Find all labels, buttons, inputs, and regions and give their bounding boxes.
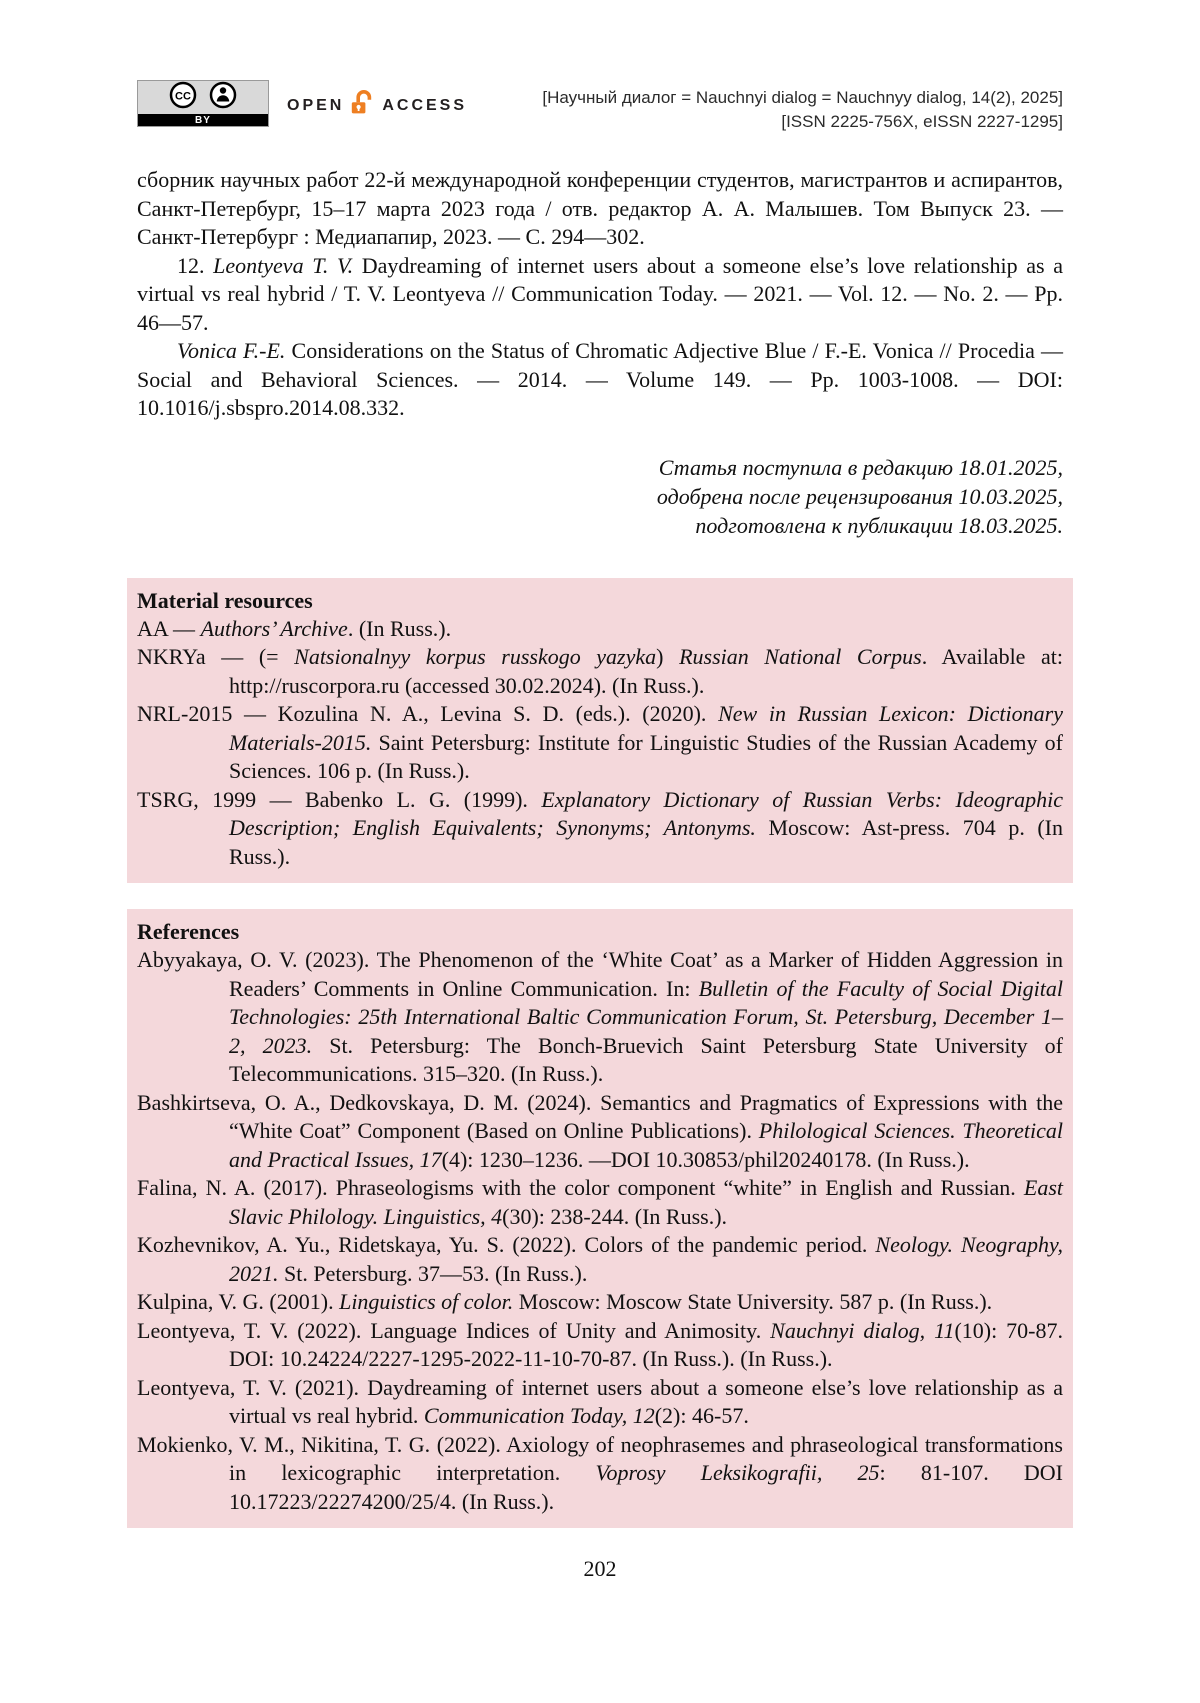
cc-by-label: BY	[138, 114, 268, 126]
material-entry: NKRYa — (= Natsionalnyy korpus russkogo yazyka) Russian National Corpus. Available at: http://ruscorpora.ru (accessed 30.02.2024). (In Russ.).	[137, 644, 1064, 698]
material-resources-section	[127, 578, 1073, 884]
reference-entry: Leontyeva, T. V. (2021). Daydreaming of internet users about a someone else’s love relationship as a virtual vs real hybrid. Communication Today, 12(2): 46-57.	[137, 1374, 1063, 1428]
open-access-text-open: OPEN	[287, 96, 345, 114]
reference-entry: Leontyeva, T. V. (2022). Language Indices of Unity and Animosity. Nauchnyi dialog, 11(10): 70-87. DOI: 10.24224/2227-1295-2022-11-10-70-87. (In Russ.). (In Russ.).	[137, 1317, 1063, 1371]
cc-badge-icons	[138, 81, 268, 114]
material-resources-heading: Material resources	[137, 587, 313, 613]
bibliography-paragraph: сборник научных работ 22-й международной конференции студентов, магистрантов и аспирантов, Санкт-Петербург, 15–17 марта 2023 года / отв. редактор А. А. Малышев. Том Выпуск 23. — Санкт-Петербург : Медиапапир, 2023. — С. 294—302.	[137, 167, 1063, 249]
journal-header-line: [Научный диалог = Nauchnyi dialog = Nauchnyy dialog, 14(2), 2025]	[542, 88, 1063, 107]
material-entry: TSRG, 1999 — Babenko L. G. (1999). Explanatory Dictionary of Russian Verbs: Ideographic Description; English Equivalents; Synonyms; Antonyms. Moscow: Ast-press. 704 p. (In Russ.).	[137, 786, 1063, 869]
date-prepared-line: подготовлена к публикации 18.03.2025.	[695, 512, 1063, 538]
journal-masthead	[542, 80, 1063, 134]
open-lock-icon	[351, 88, 375, 123]
references-section	[127, 909, 1073, 1528]
bibliography-paragraph: 12. Leontyeva T. V. Daydreaming of internet users about a someone else’s love relationship as a virtual vs real hybrid / T. V. Leontyeva // Communication Today. — 2021. — Vol. 12. — No. 2. — Pp. 46—57.	[137, 252, 1063, 335]
date-received-line: Статья поступила в редакцию 18.01.2025,	[658, 454, 1063, 480]
article-dates-block	[137, 453, 1063, 540]
reference-entry: Falina, N. A. (2017). Phraseologisms with the color component “white” in English and Russian. East Slavic Philology. Linguistics, 4(30): 238-244. (In Russ.).	[137, 1175, 1063, 1229]
date-approved-line: одобрена после рецензирования 10.03.2025,	[656, 483, 1063, 509]
references-heading: References	[137, 919, 240, 944]
by-person-icon	[209, 81, 237, 114]
page-body	[137, 166, 1063, 1582]
reference-entry: Bashkirtseva, O. A., Dedkovskaya, D. M. (2024). Semantics and Pragmatics of Expressions with the “White Coat” Component (Based on Online Publications). Philological Sciences. Theoretical and Practical Issues, 17(4): 1230–1236. —DOI 10.30853/phil20240178. (In Russ.).	[137, 1089, 1063, 1172]
svg-text:CC: CC	[175, 90, 191, 103]
cc-license-badge	[137, 80, 269, 127]
bibliography-paragraph: Vonica F.-E. Considerations on the Status of Chromatic Adjective Blue / F.-E. Vonica // Procedia — Social and Behavioral Sciences. — 2014. — Volume 149. — Pp. 1003-1008. — DOI: 10.1016/j.sbspro.2014.08.332.	[137, 338, 1064, 420]
cc-icon	[169, 81, 197, 114]
page-header	[137, 80, 1063, 136]
license-logos	[137, 80, 467, 127]
reference-entry: Abyyakaya, O. V. (2023). The Phenomenon of the ‘White Coat’ as a Marker of Hidden Aggression in Readers’ Comments in Online Communication. In: Bulletin of the Faculty of Social Digital Technologies: 25th International Baltic Communication Forum, St. Petersburg, December 1–2, 2023. St. Petersburg: The Bonch-Bruevich Saint Petersburg State University of Telecommunications. 315–320. (In Russ.).	[137, 947, 1063, 1086]
open-access-text-access: ACCESS	[382, 96, 468, 114]
reference-entry: Kulpina, V. G. (2001). Linguistics of color. Moscow: Moscow State University. 587 p. (In Russ.).	[137, 1289, 993, 1314]
issn-line: [ISSN 2225-756X, eISSN 2227-1295]	[781, 112, 1063, 131]
material-entry: NRL-2015 — Kozulina N. A., Levina S. D. (eds.). (2020). New in Russian Lexicon: Dictionary Materials-2015. Saint Petersburg: Institute for Linguistic Studies of the Russian Academy of Sciences. 106 p. (In Russ.).	[137, 701, 1063, 783]
reference-entry: Kozhevnikov, A. Yu., Ridetskaya, Yu. S. (2022). Colors of the pandemic period. Neology. Neography, 2021. St. Petersburg. 37—53. (In Russ.).	[137, 1232, 1064, 1286]
reference-entry: Mokienko, V. M., Nikitina, T. G. (2022). Axiology of neophrasemes and phraseological transformations in lexicographic interpretation. Voprosy Leksikografii, 25: 81-107. DOI 10.17223/22274200/25/4. (In Russ.).	[137, 1431, 1063, 1514]
material-entry: AA — Authors’ Archive. (In Russ.).	[137, 615, 452, 641]
page-number: 202	[583, 1556, 617, 1581]
open-access-logo	[287, 88, 467, 123]
